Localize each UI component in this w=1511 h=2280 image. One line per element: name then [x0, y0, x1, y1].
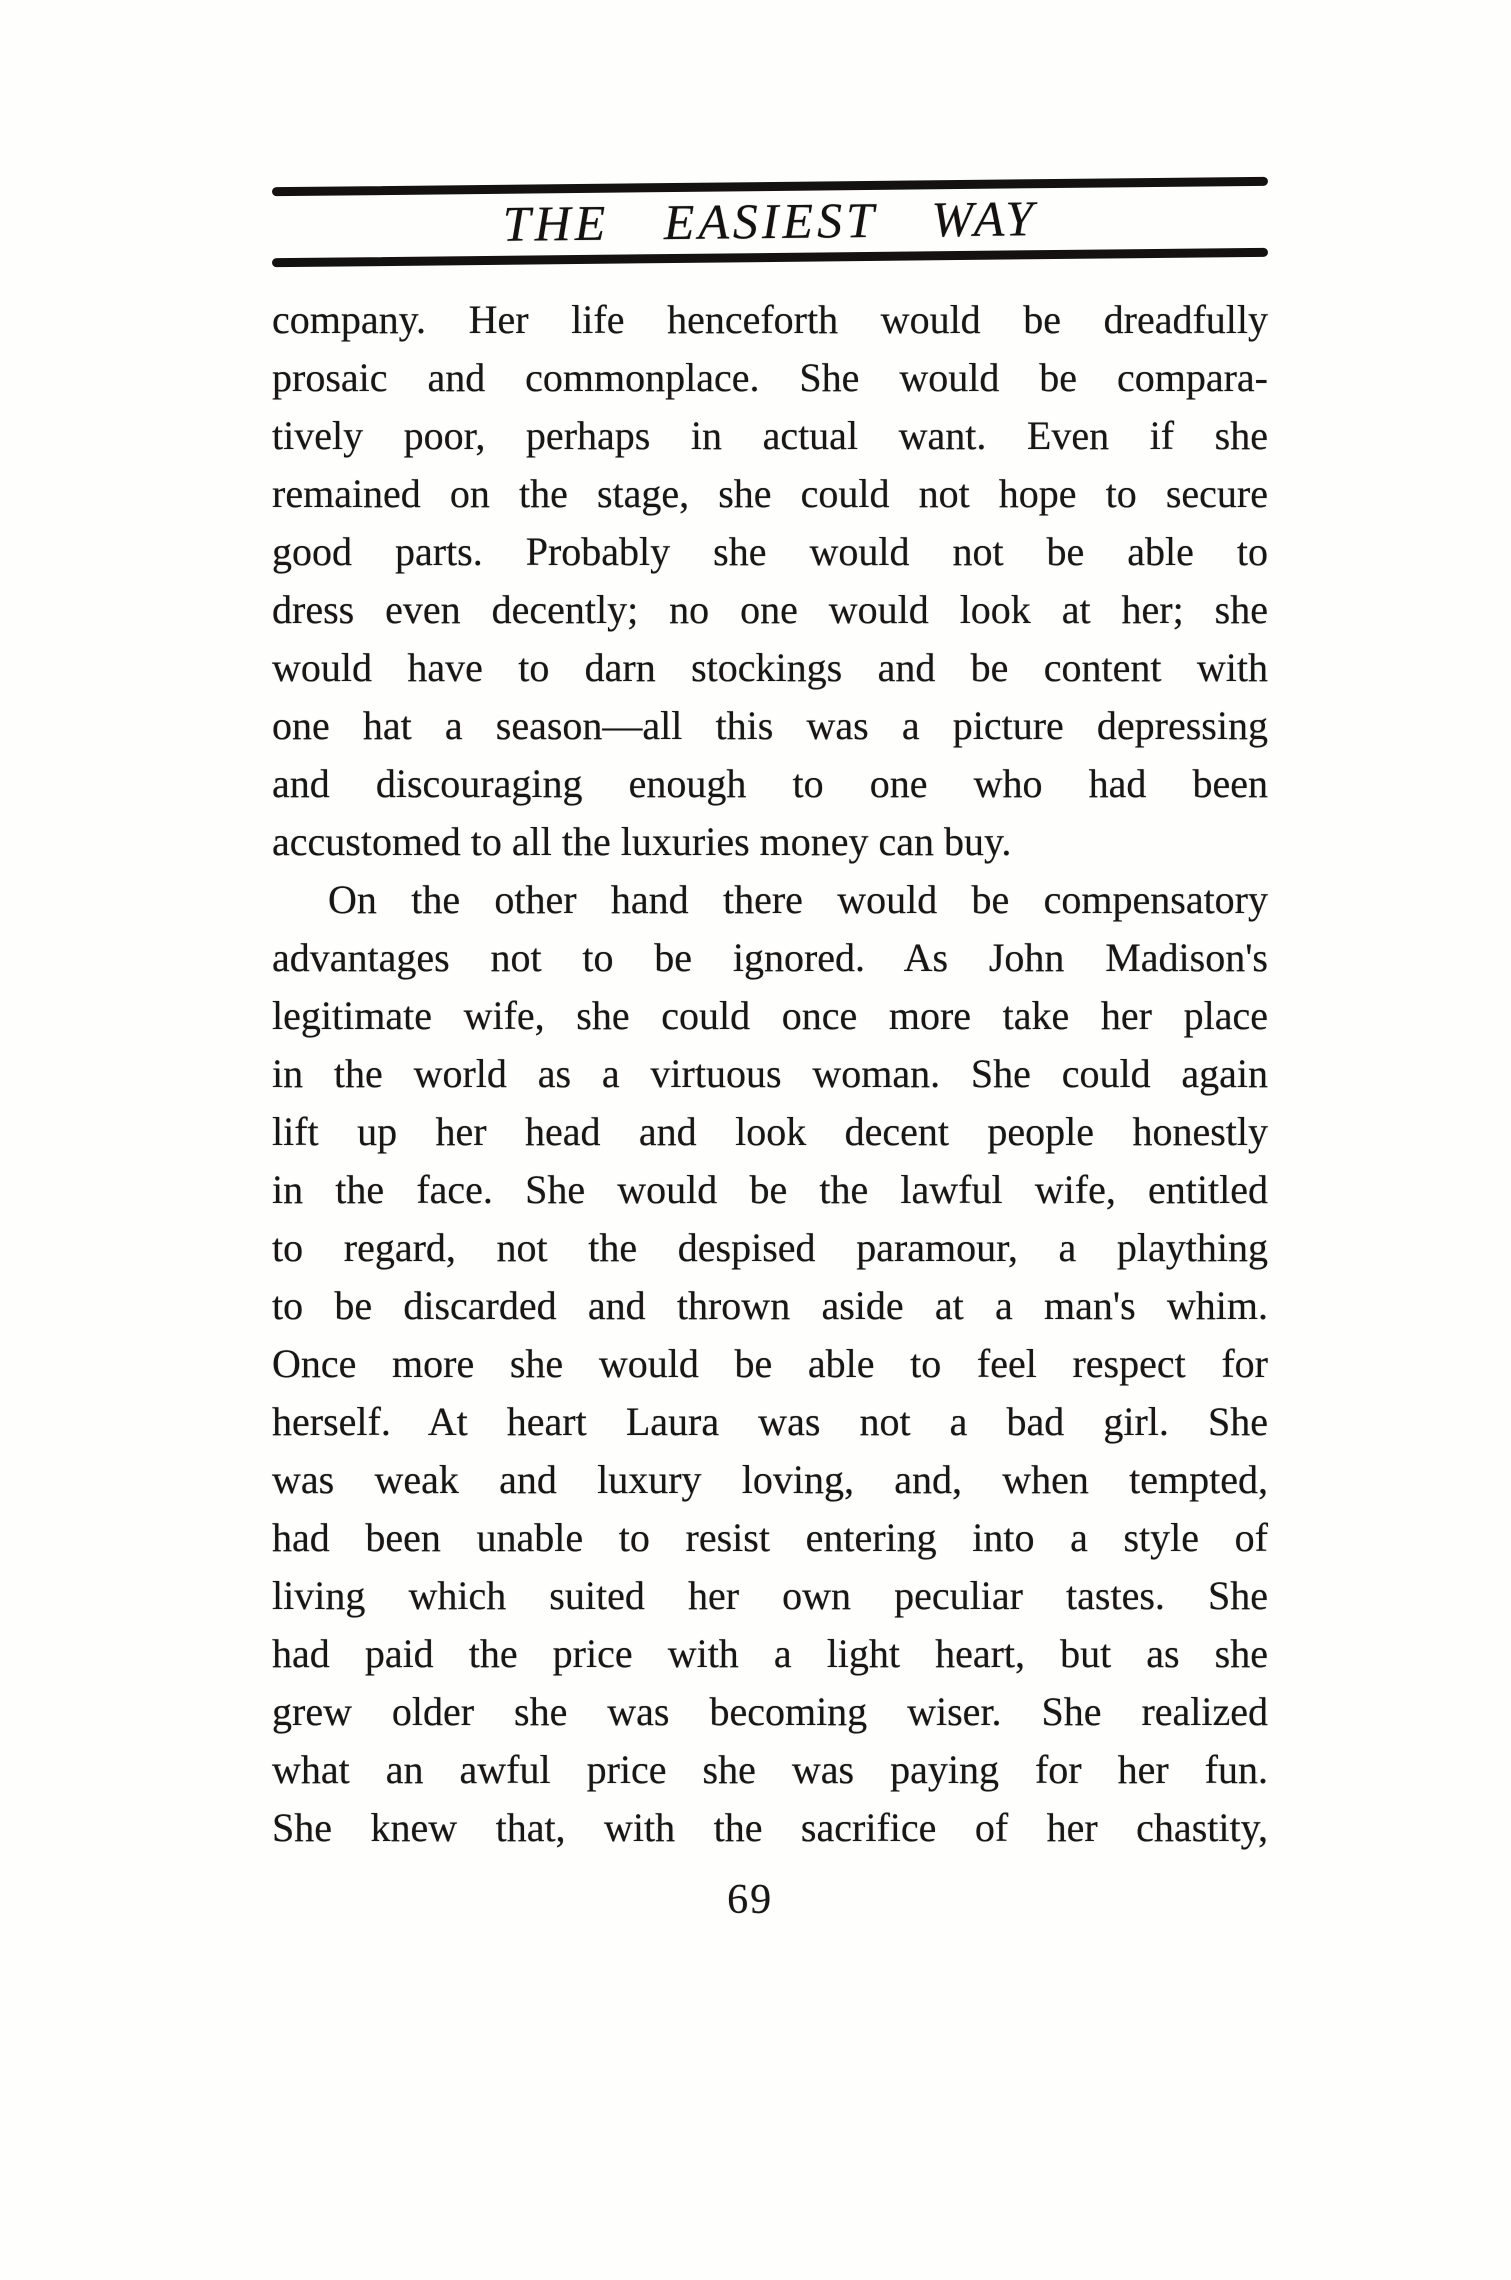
text-line: had paid the price with a light heart, but as she	[272, 1631, 1268, 1676]
body-text	[272, 291, 1268, 1857]
paragraph	[272, 871, 1268, 1857]
text-line: She knew that, with the sacrifice of her chastity,	[272, 1805, 1268, 1850]
text-line: one hat a season—all this was a picture depressing	[272, 703, 1268, 748]
text-line: dress even decently; no one would look at her; she	[272, 587, 1268, 632]
text-line: Once more she would be able to feel respect for	[272, 1341, 1268, 1386]
text-line: and discouraging enough to one who had been	[272, 761, 1268, 806]
text-line: accustomed to all the luxuries money can buy.	[272, 819, 1012, 864]
text-line: legitimate wife, she could once more take her place	[272, 993, 1268, 1038]
text-line: to be discarded and thrown aside at a man's whim.	[272, 1283, 1268, 1328]
text-block	[272, 0, 1268, 2280]
text-line: in the world as a virtuous woman. She could again	[272, 1051, 1268, 1096]
text-line: what an awful price she was paying for her fun.	[272, 1747, 1268, 1792]
text-line: had been unable to resist entering into a style of	[272, 1515, 1268, 1560]
text-line: was weak and luxury loving, and, when tempted,	[272, 1457, 1268, 1502]
text-line: tively poor, perhaps in actual want. Even if she	[272, 413, 1268, 458]
text-line: would have to darn stockings and be content with	[272, 645, 1268, 690]
text-line: to regard, not the despised paramour, a plaything	[272, 1225, 1268, 1270]
text-line: in the face. She would be the lawful wife, entitled	[272, 1167, 1268, 1212]
text-line: good parts. Probably she would not be able to	[272, 529, 1268, 574]
text-line: living which suited her own peculiar tastes. She	[272, 1573, 1268, 1618]
text-line: On the other hand there would be compensatory	[328, 877, 1268, 922]
page-number: 69	[727, 1877, 774, 1923]
text-line: remained on the stage, she could not hope to secure	[272, 471, 1268, 516]
text-line: company. Her life henceforth would be dreadfully	[272, 297, 1268, 342]
running-head-title: THE EASIEST WAY	[502, 190, 1038, 252]
text-line: herself. At heart Laura was not a bad girl. She	[272, 1399, 1268, 1444]
paragraph	[272, 291, 1268, 871]
text-line: lift up her head and look decent people honestly	[272, 1109, 1268, 1154]
text-line: grew older she was becoming wiser. She realized	[272, 1689, 1268, 1734]
text-line: prosaic and commonplace. She would be compara-	[272, 355, 1268, 400]
text-line: advantages not to be ignored. As John Madison's	[272, 935, 1268, 980]
